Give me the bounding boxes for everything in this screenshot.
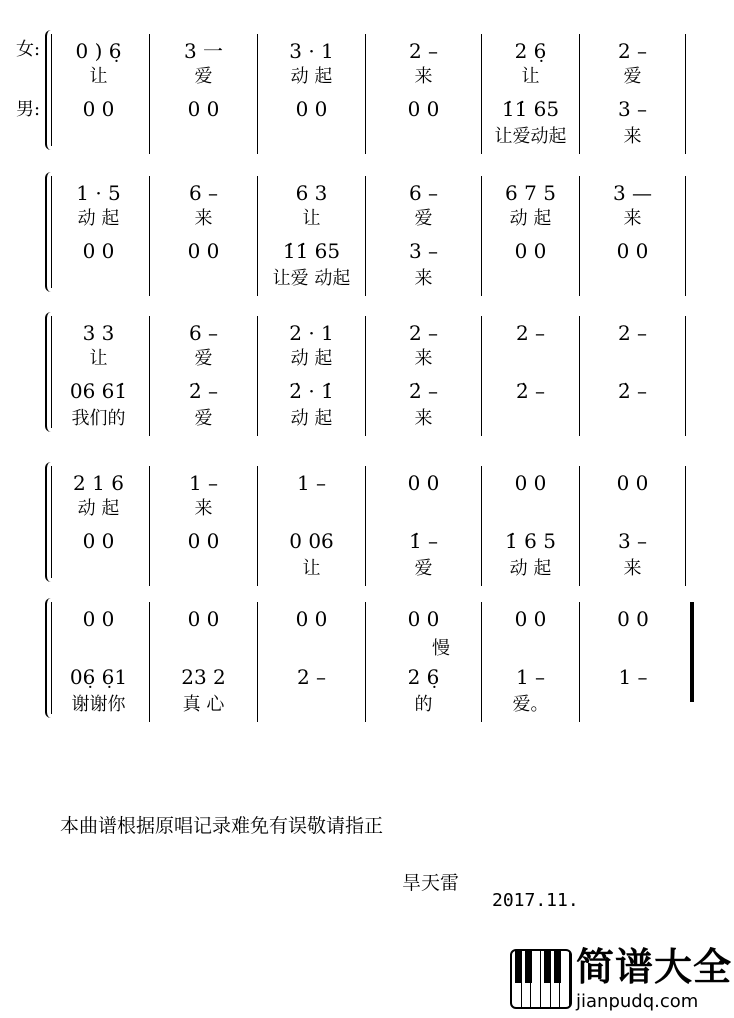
female-notes: 6 – bbox=[188, 181, 219, 205]
female-notes: 2 – bbox=[617, 321, 648, 345]
measure bbox=[258, 316, 366, 436]
male-lyrics: 爱 bbox=[194, 408, 213, 429]
female-notes: 2 1 6 bbox=[73, 471, 124, 495]
final-barline bbox=[690, 602, 694, 702]
female-notes: 3 · 1 bbox=[289, 39, 334, 63]
staff-line bbox=[48, 316, 688, 436]
measure bbox=[482, 176, 580, 296]
male-lyrics: 来 bbox=[623, 558, 642, 579]
measure bbox=[366, 34, 482, 154]
measure bbox=[580, 602, 686, 722]
male-notes: 2 – bbox=[296, 665, 327, 689]
male-notes: 2̇ – bbox=[515, 379, 546, 403]
female-lyrics: 爱 bbox=[623, 66, 642, 87]
measure bbox=[366, 466, 482, 586]
male-notes: 06̣ 6̣1 bbox=[69, 665, 128, 689]
transcription-note: 本曲谱根据原唱记录难免有误敬请指正 bbox=[60, 815, 384, 837]
measure bbox=[150, 316, 258, 436]
measure bbox=[482, 466, 580, 586]
female-notes: 6 – bbox=[188, 321, 219, 345]
logo-title: 简谱大全 bbox=[576, 945, 733, 989]
measure bbox=[482, 34, 580, 154]
male-notes: 2̇ · 1̇ bbox=[289, 379, 334, 403]
female-notes: 6 3 bbox=[295, 181, 328, 205]
female-notes: 6 7 5 bbox=[505, 181, 556, 205]
measure bbox=[482, 602, 580, 722]
male-notes: 06 61̇ bbox=[69, 379, 128, 403]
male-notes: 0 0 bbox=[187, 529, 220, 553]
male-lyrics: 让爱 动起 bbox=[272, 268, 351, 289]
male-lyrics: 我们的 bbox=[71, 408, 126, 429]
measure bbox=[150, 34, 258, 154]
female-notes: 2 – bbox=[515, 321, 546, 345]
male-notes: 0 0 bbox=[514, 239, 547, 263]
female-notes: 0 0 bbox=[514, 471, 547, 495]
female-notes: 0 0 bbox=[616, 471, 649, 495]
female-notes: 3 — bbox=[612, 181, 653, 205]
female-lyrics: 动 起 bbox=[77, 498, 120, 519]
male-notes: 0 0 bbox=[407, 97, 440, 121]
piano-icon bbox=[510, 949, 572, 1009]
female-notes: 0 ) 6̣ bbox=[75, 39, 122, 63]
male-notes: 0 06 bbox=[289, 529, 334, 553]
logo-url: jianpudq.com bbox=[576, 991, 699, 1012]
female-notes: 0 0 bbox=[407, 607, 440, 631]
female-lyrics: 爱 bbox=[194, 66, 213, 87]
measure bbox=[258, 602, 366, 722]
author: 旱天雷 bbox=[402, 872, 460, 894]
staff-line bbox=[48, 466, 688, 586]
female-lyrics: 来 bbox=[194, 498, 213, 519]
male-lyrics: 来 bbox=[414, 268, 433, 289]
female-notes: 2 – bbox=[408, 321, 439, 345]
male-notes: 0 0 bbox=[616, 239, 649, 263]
male-lyrics: 动 起 bbox=[290, 408, 333, 429]
female-lyrics: 让 bbox=[89, 348, 108, 369]
female-notes: 0 0 bbox=[407, 471, 440, 495]
female-notes: 1 · 5 bbox=[76, 181, 121, 205]
male-notes: 1̇1̇ 65 bbox=[282, 239, 341, 263]
female-lyrics: 来 bbox=[194, 208, 213, 229]
male-notes: 3 – bbox=[617, 529, 648, 553]
female-notes: 0 0 bbox=[82, 607, 115, 631]
female-lyrics: 动 起 bbox=[290, 348, 333, 369]
female-lyrics: 让 bbox=[89, 66, 108, 87]
male-lyrics: 来 bbox=[623, 126, 642, 147]
measure bbox=[48, 34, 150, 154]
female-lyrics: 来 bbox=[414, 66, 433, 87]
female-lyrics: 动 起 bbox=[290, 66, 333, 87]
measure bbox=[48, 176, 150, 296]
measure bbox=[150, 602, 258, 722]
male-notes: 2 6̣ bbox=[407, 665, 440, 689]
female-notes: 0 0 bbox=[187, 607, 220, 631]
male-notes: 3 – bbox=[408, 239, 439, 263]
female-notes: 2 – bbox=[408, 39, 439, 63]
male-notes: 2̇ – bbox=[188, 379, 219, 403]
male-notes: 0 0 bbox=[187, 97, 220, 121]
female-lyrics: 让 bbox=[302, 208, 321, 229]
measure bbox=[580, 34, 686, 154]
male-voice-label: 男: bbox=[16, 99, 41, 120]
female-lyrics: 爱 bbox=[414, 208, 433, 229]
measure bbox=[258, 466, 366, 586]
male-lyrics: 爱。 bbox=[512, 694, 549, 715]
measure bbox=[366, 602, 482, 722]
female-notes: 6 – bbox=[408, 181, 439, 205]
measure bbox=[150, 466, 258, 586]
male-notes: 2̇ – bbox=[408, 379, 439, 403]
female-lyrics: 来 bbox=[623, 208, 642, 229]
tempo-mark: 慢 bbox=[432, 638, 450, 659]
measure bbox=[482, 316, 580, 436]
staff-line bbox=[48, 602, 688, 722]
measure bbox=[258, 176, 366, 296]
measure bbox=[48, 466, 150, 586]
measure bbox=[580, 466, 686, 586]
staff-line bbox=[48, 34, 688, 154]
female-notes: 1 – bbox=[188, 471, 219, 495]
female-lyrics: 让 bbox=[521, 66, 540, 87]
female-notes: 2 – bbox=[617, 39, 648, 63]
female-notes: 3 一 bbox=[183, 39, 224, 63]
female-notes: 0 0 bbox=[295, 607, 328, 631]
male-notes: 0 0 bbox=[82, 97, 115, 121]
male-lyrics: 动 起 bbox=[509, 558, 552, 579]
male-lyrics: 让爱动起 bbox=[494, 126, 567, 147]
male-lyrics: 爱 bbox=[414, 558, 433, 579]
male-notes: 1̇ – bbox=[408, 529, 439, 553]
female-voice-label: 女: bbox=[16, 39, 41, 60]
staff-line bbox=[48, 176, 688, 296]
male-notes: 0 0 bbox=[82, 239, 115, 263]
measure bbox=[150, 176, 258, 296]
male-notes: 3 – bbox=[617, 97, 648, 121]
female-lyrics: 动 起 bbox=[509, 208, 552, 229]
male-notes: 23 2 bbox=[181, 665, 226, 689]
female-notes: 3 3 bbox=[82, 321, 115, 345]
date: 2017.11. bbox=[492, 890, 579, 911]
male-notes: 2̇ – bbox=[617, 379, 648, 403]
measure bbox=[258, 34, 366, 154]
female-lyrics: 爱 bbox=[194, 348, 213, 369]
measure bbox=[366, 176, 482, 296]
male-lyrics: 来 bbox=[414, 408, 433, 429]
female-notes: 1 – bbox=[296, 471, 327, 495]
male-notes: 0 0 bbox=[82, 529, 115, 553]
male-notes: 0 0 bbox=[295, 97, 328, 121]
measure bbox=[580, 316, 686, 436]
male-notes: 0 0 bbox=[187, 239, 220, 263]
female-notes: 2 · 1 bbox=[289, 321, 334, 345]
female-notes: 0 0 bbox=[514, 607, 547, 631]
site-logo bbox=[510, 945, 733, 1015]
female-lyrics: 来 bbox=[414, 348, 433, 369]
female-notes: 0 0 bbox=[617, 607, 649, 631]
female-notes: 2 6̣ bbox=[514, 39, 547, 63]
measure bbox=[48, 602, 150, 722]
female-lyrics: 动 起 bbox=[77, 208, 120, 229]
male-notes: 1̇1̇ 65 bbox=[501, 97, 560, 121]
male-lyrics: 谢谢你 bbox=[71, 694, 126, 715]
male-notes: 1̇ 6 5 bbox=[505, 529, 556, 553]
male-lyrics: 真 心 bbox=[182, 694, 225, 715]
measure bbox=[366, 316, 482, 436]
male-lyrics: 让 bbox=[302, 558, 321, 579]
male-notes: 1 – bbox=[515, 665, 546, 689]
measure bbox=[48, 316, 150, 436]
male-notes: 1 – bbox=[618, 665, 648, 689]
measure bbox=[580, 176, 686, 296]
male-lyrics: 的 bbox=[414, 694, 433, 715]
